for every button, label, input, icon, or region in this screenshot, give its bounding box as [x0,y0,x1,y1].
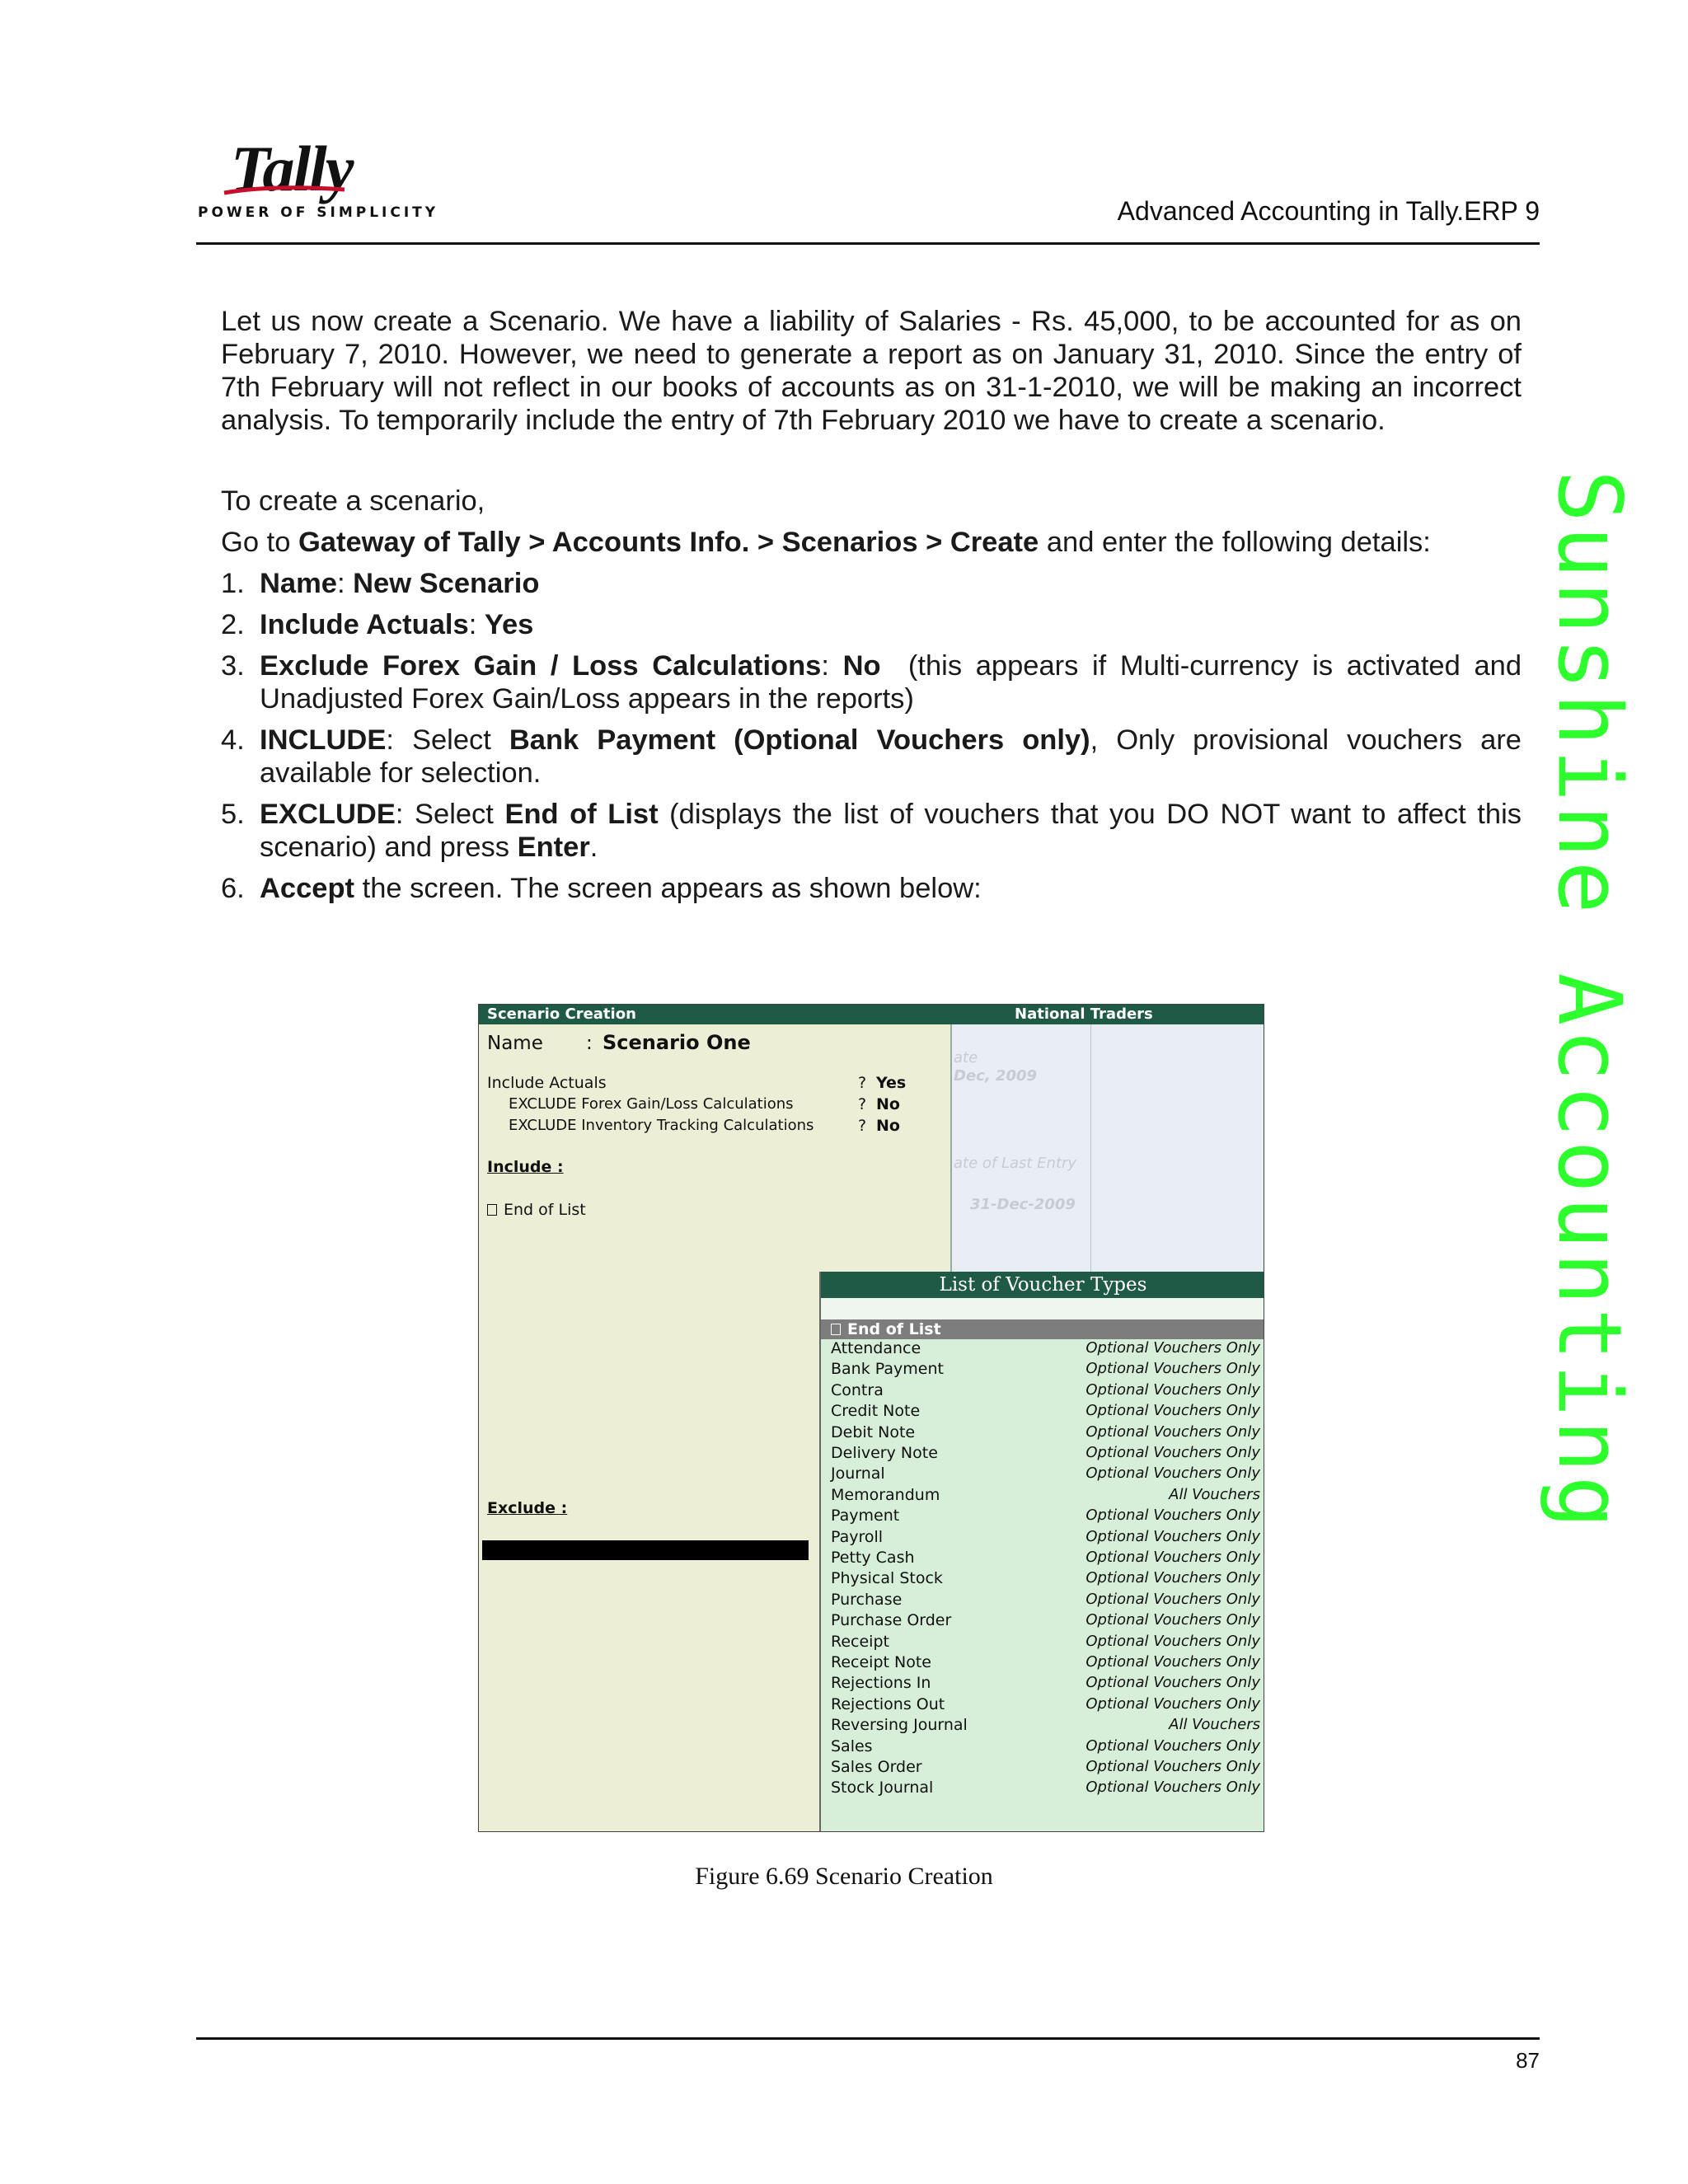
list-item [221,724,1522,790]
scenario-creation-screenshot [478,1004,1264,1832]
step-label: Include Actuals [260,609,469,640]
voucher-type-name: Sales Order [831,1758,922,1776]
list-item[interactable] [821,1444,1264,1465]
step-tail-bold: Enter [517,832,590,863]
name-label: Name [487,1033,543,1054]
list-item[interactable] [821,1758,1264,1779]
include-actuals-label: Include Actuals [487,1074,607,1092]
list-item[interactable] [821,1528,1264,1549]
list-item [221,567,1522,600]
voucher-type-name: Rejections Out [831,1694,945,1713]
name-colon: : [586,1033,593,1054]
step-number: 3. [221,650,245,682]
voucher-type-class: Optional Vouchers Only [1085,1422,1260,1441]
end-of-list-label: End of List [847,1320,941,1338]
body-text [221,305,1530,905]
goto-prefix: Go to [221,527,298,558]
voucher-type-class: Optional Vouchers Only [1085,1549,1260,1566]
voucher-type-name: Payment [831,1507,900,1526]
checkbox-icon [487,1204,497,1216]
voucher-type-class: Optional Vouchers Only [1085,1402,1260,1420]
voucher-type-class: Optional Vouchers Only [1085,1653,1260,1671]
list-item[interactable] [821,1569,1264,1590]
step-sep: : [821,650,843,682]
exclude-forex-label: EXCLUDE Forex Gain/Loss Calculations [509,1095,794,1113]
step-label: Exclude Forex Gain / Loss Calculations [260,650,822,682]
exclude-forex-field[interactable]: No [876,1095,900,1113]
name-field[interactable]: Scenario One [603,1031,751,1054]
step-sep: : [468,609,485,640]
figure-caption: Figure 6.69 Scenario Creation [695,1863,993,1890]
list-item[interactable] [821,1381,1264,1402]
voucher-type-name: Delivery Note [831,1444,938,1462]
step-rest: the screen. The screen appears as shown below: [354,873,982,904]
voucher-type-class: Optional Vouchers Only [1085,1779,1260,1797]
include-item-label: End of List [504,1201,586,1219]
step-value: Yes [484,609,534,640]
list-item[interactable] [821,1339,1264,1360]
voucher-type-class: Optional Vouchers Only [1085,1674,1260,1692]
voucher-type-name: Debit Note [831,1422,916,1441]
voucher-type-class: All Vouchers [1169,1716,1260,1734]
voucher-types-list [819,1272,1264,1831]
bg-last-entry-label: ate of Last Entry [954,1155,1077,1172]
voucher-type-name: Memorandum [831,1485,940,1504]
voucher-type-name: Bank Payment [831,1360,944,1379]
watermark: Sunshine Accounting [1539,470,1640,1532]
exclude-inventory-field[interactable]: No [876,1117,900,1135]
voucher-type-class: Optional Vouchers Only [1085,1611,1260,1629]
logo-tagline: POWER OF SIMPLICITY [198,204,439,221]
list-item [221,649,1530,715]
list-item [221,872,1522,905]
page-number: 87 [1516,2048,1540,2073]
screen-title: Scenario Creation [487,1005,636,1023]
voucher-type-name: Receipt Note [831,1653,931,1671]
include-actuals-field[interactable]: Yes [876,1074,907,1092]
voucher-list-title: List of Voucher Types [821,1272,1264,1298]
checkbox-icon [831,1324,841,1335]
step-sep: : Select [386,724,509,756]
voucher-type-class: Optional Vouchers Only [1085,1507,1260,1525]
list-item[interactable] [821,1695,1264,1716]
list-item[interactable] [821,1402,1264,1422]
exclude-heading: Exclude : [487,1499,568,1517]
voucher-type-class: Optional Vouchers Only [1085,1694,1260,1713]
voucher-list-spacer [821,1298,1264,1319]
list-item [221,608,1522,641]
voucher-type-class: Optional Vouchers Only [1085,1758,1260,1775]
list-item[interactable] [821,1716,1264,1736]
include-heading: Include : [487,1158,564,1176]
list-item[interactable] [821,1653,1264,1674]
step-value: New Scenario [353,568,540,599]
include-actuals-question: ? [858,1074,867,1092]
voucher-type-class: Optional Vouchers Only [1085,1360,1260,1378]
bg-date-label: ate [954,1049,978,1066]
include-item[interactable] [487,1201,586,1219]
list-item[interactable] [821,1423,1264,1444]
voucher-type-class: Optional Vouchers Only [1085,1590,1260,1608]
step-label: Name [260,568,337,599]
intro-paragraph: Let us now create a Scenario. We have a liability of Salaries - Rs. 45,000, to be accounted for as on February 7, 2010. However, we need to generate a report as on January 31, 2010. Since the entry of 7th February will not reflect in our books of accounts as on 31-1-2010, we will be making an incorrect analysis. To temporarily include the entry of 7th February 2010 we have to create a scenario. [221,306,1522,436]
end-of-list-item[interactable] [821,1319,1264,1339]
panel-divider [1090,1024,1091,1272]
bg-date-value: Dec, 2009 [954,1067,1038,1085]
step-sep: : Select [395,799,505,830]
step-label: Accept [260,873,355,904]
logo-swoosh-icon [223,183,346,199]
step-value: Bank Payment (Optional Vouchers only) [509,724,1090,756]
to-create-line: To create a scenario, [221,485,485,517]
list-item[interactable] [821,1737,1264,1758]
voucher-type-class: Optional Vouchers Only [1085,1569,1260,1587]
screen-title-bar [479,1005,1264,1024]
voucher-type-name: Petty Cash [831,1549,915,1567]
voucher-type-class: Optional Vouchers Only [1085,1444,1260,1461]
background-info-panel [950,1024,1264,1272]
step-label: INCLUDE [260,724,387,756]
step-rest: , Only provisional vouchers are available for selection. [260,724,1522,789]
step-number: 6. [221,873,245,904]
list-item[interactable] [821,1486,1264,1507]
list-item[interactable] [821,1633,1264,1653]
voucher-type-name: Purchase Order [831,1611,952,1630]
list-item[interactable] [821,1779,1264,1799]
step-label: EXCLUDE [260,799,396,830]
goto-suffix: and enter the following details: [1039,527,1431,558]
goto-line [221,526,1522,559]
voucher-type-class: Optional Vouchers Only [1085,1465,1260,1483]
footer-rule [196,2037,1540,2040]
voucher-type-class: Optional Vouchers Only [1085,1736,1260,1755]
header-rule [196,242,1540,245]
exclude-inventory-question: ? [858,1117,867,1135]
voucher-type-class: Optional Vouchers Only [1085,1380,1260,1399]
logo-word: Tally [231,133,353,204]
goto-path: Gateway of Tally > Accounts Info. > Scenarios > Create [298,527,1039,558]
exclude-input-cursor[interactable] [482,1540,809,1560]
steps-list [221,567,1530,905]
step-tail: . [589,832,598,863]
voucher-type-name: Credit Note [831,1402,921,1421]
header-title: Advanced Accounting in Tally.ERP 9 [1117,196,1540,226]
voucher-type-class: Optional Vouchers Only [1085,1339,1260,1357]
list-item[interactable] [821,1465,1264,1485]
list-item[interactable] [821,1674,1264,1694]
voucher-type-name: Payroll [831,1527,884,1546]
voucher-type-class: Optional Vouchers Only [1085,1527,1260,1545]
tally-logo [198,132,439,223]
step-value: End of List [504,799,659,830]
voucher-type-name: Journal [831,1465,885,1483]
voucher-type-name: Contra [831,1380,884,1399]
bg-last-entry-value: 31-Dec-2009 [970,1196,1076,1213]
voucher-type-name: Rejections In [831,1674,931,1693]
voucher-type-class: All Vouchers [1169,1485,1260,1503]
voucher-type-name: Attendance [831,1339,921,1357]
step-rest: (displays the list of vouchers that you DO NOT want to affect this scenario) and press [260,799,1522,863]
step-number: 1. [221,568,245,599]
step-value: No [842,650,881,682]
voucher-type-name: Reversing Journal [831,1716,968,1735]
step-number: 5. [221,799,245,830]
exclude-inventory-label: EXCLUDE Inventory Tracking Calculations [509,1117,814,1134]
step-sep: : [336,568,354,599]
list-item[interactable] [821,1591,1264,1611]
step-rest: (this appears if Multi-currency is activated and Unadjusted Forex Gain/Loss appears in the reports) [260,650,1530,715]
voucher-type-name: Physical Stock [831,1569,943,1588]
list-item[interactable] [821,1360,1264,1380]
voucher-type-name: Stock Journal [831,1779,934,1797]
list-item [221,798,1522,864]
list-item[interactable] [821,1611,1264,1632]
company-name: National Traders [1015,1005,1153,1023]
exclude-forex-question: ? [858,1095,867,1113]
list-item[interactable] [821,1507,1264,1527]
voucher-type-name: Receipt [831,1632,889,1651]
step-number: 4. [221,724,245,756]
list-item[interactable] [821,1549,1264,1569]
voucher-type-class: Optional Vouchers Only [1085,1632,1260,1650]
step-number: 2. [221,609,245,640]
voucher-type-name: Purchase [831,1590,903,1609]
voucher-type-name: Sales [831,1736,873,1755]
